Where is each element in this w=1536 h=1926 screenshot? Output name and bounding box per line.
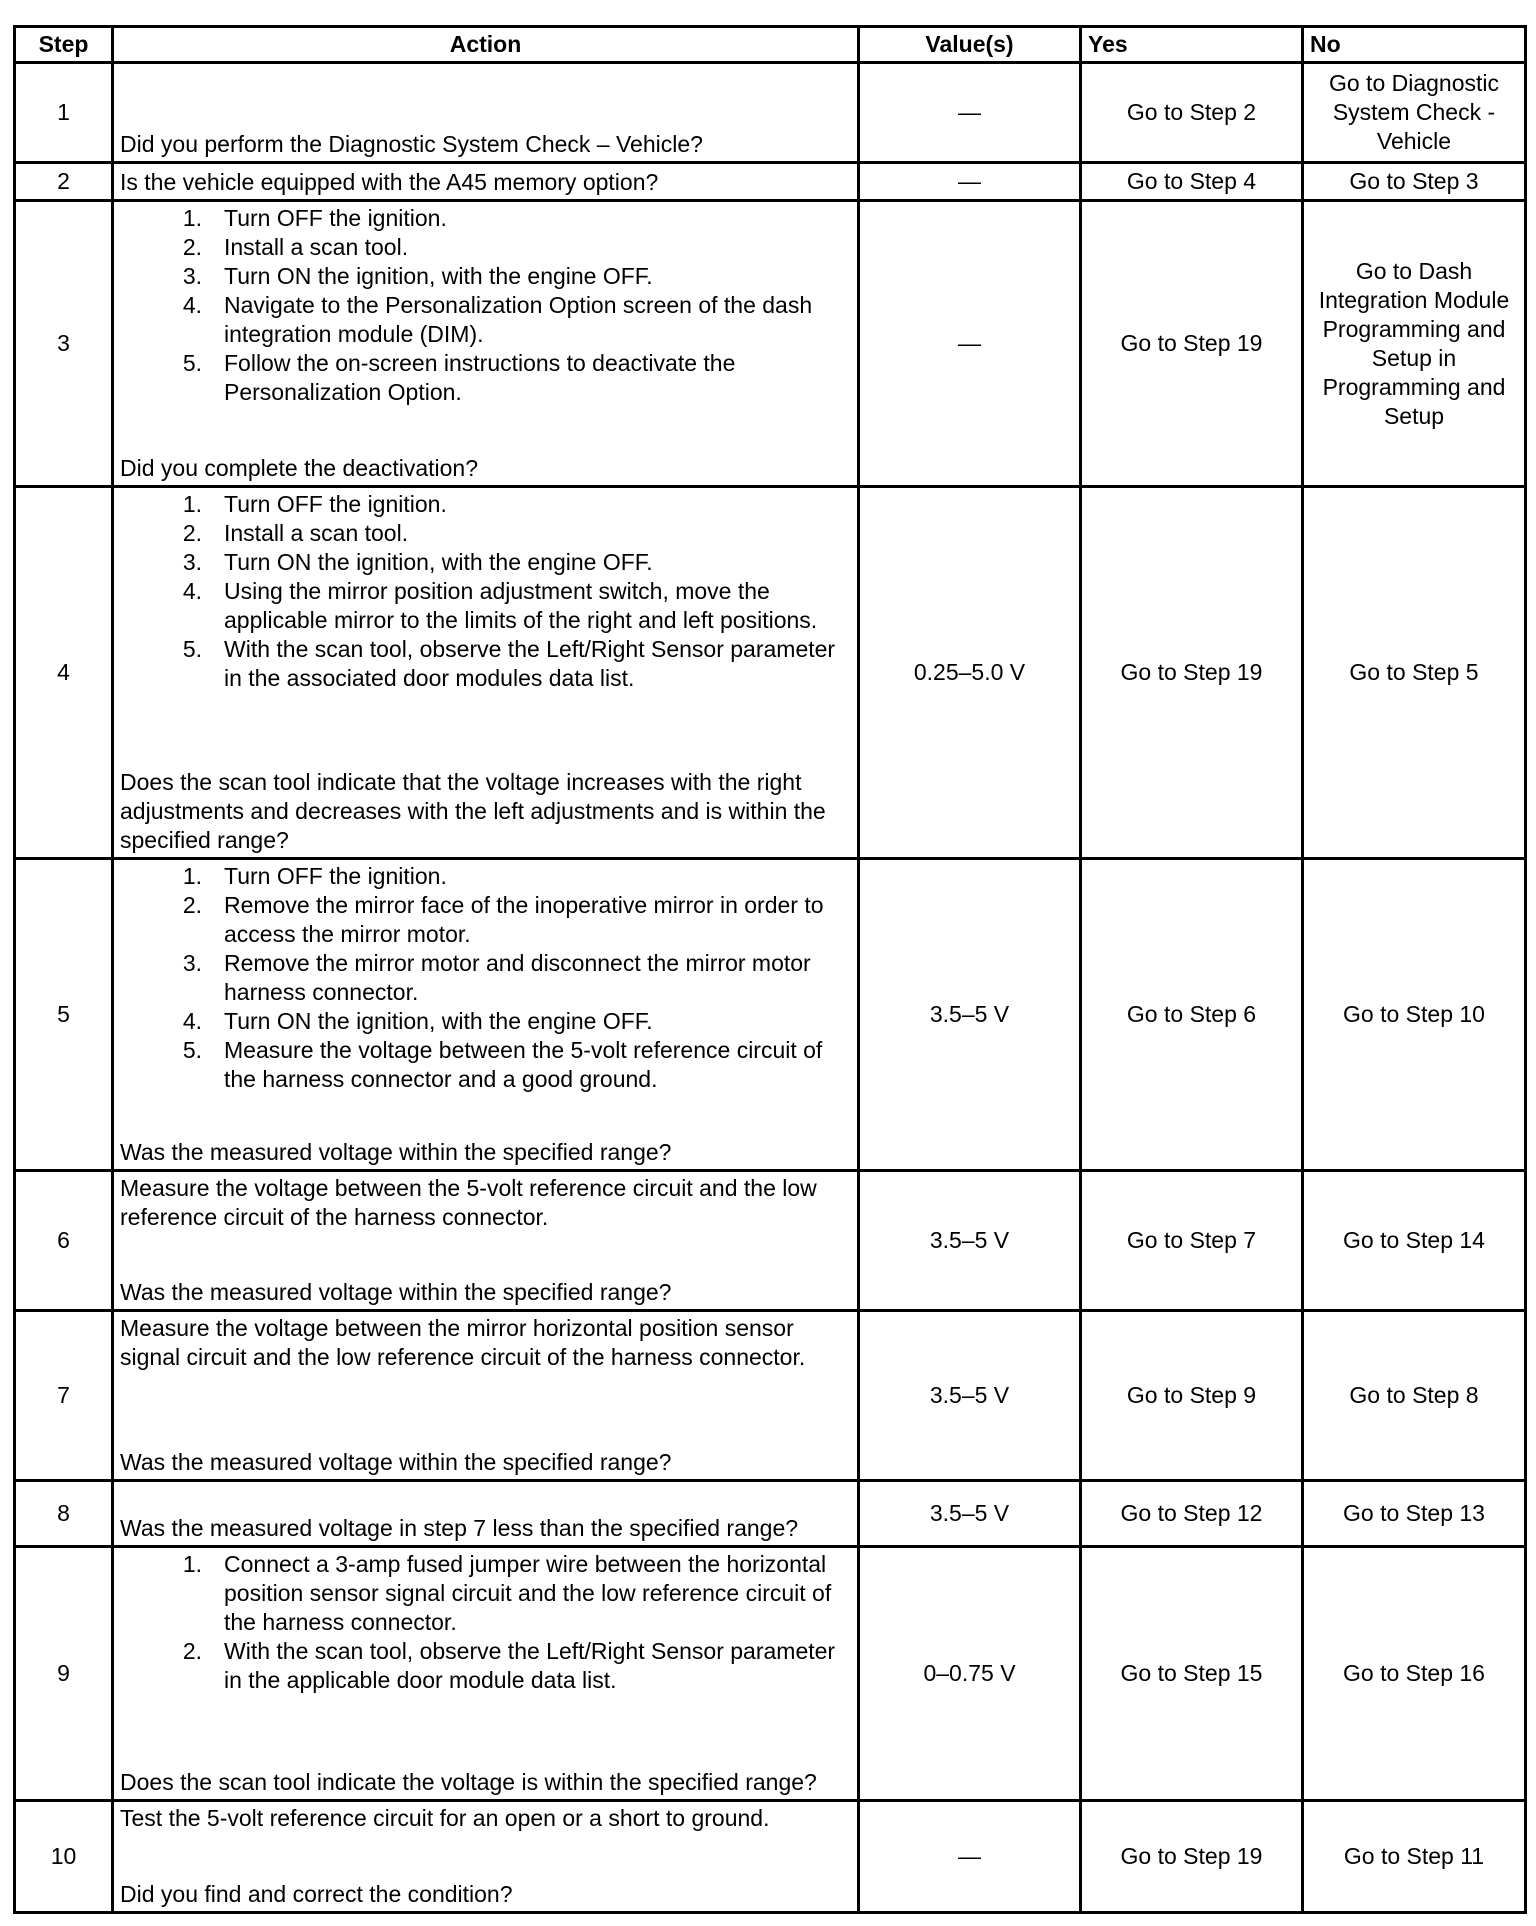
- yes-cell: Go to Step 7: [1081, 1171, 1303, 1311]
- no-cell: Go to Step 14: [1303, 1171, 1526, 1311]
- instruction-number: 1.: [182, 491, 202, 517]
- instruction-number: 5.: [182, 636, 202, 662]
- instruction-item: [120, 577, 851, 635]
- instruction-list: [120, 862, 851, 1094]
- instruction-item: [120, 490, 851, 519]
- instruction-text: Turn OFF the ignition.: [224, 491, 447, 517]
- action-question: Did you perform the Diagnostic System Check – Vehicle?: [120, 131, 703, 157]
- no-cell: Go to Dash Integration Module Programming and Setup in Programming and Setup: [1303, 201, 1526, 487]
- instruction-item: [120, 262, 851, 291]
- action-cell: [113, 1547, 859, 1801]
- value-cell: 3.5–5 V: [859, 1171, 1081, 1311]
- instruction-item: [120, 204, 851, 233]
- table-row: [15, 1311, 1526, 1481]
- no-cell: Go to Step 3: [1303, 163, 1526, 201]
- instruction-number: 5.: [182, 350, 202, 376]
- no-cell: Go to Step 11: [1303, 1801, 1526, 1913]
- instruction-item: [120, 1036, 851, 1094]
- instruction-text: Install a scan tool.: [224, 520, 409, 546]
- instruction-text: Turn ON the ignition, with the engine OFF.: [224, 549, 653, 575]
- action-cell: [113, 201, 859, 487]
- yes-cell: Go to Step 2: [1081, 63, 1303, 163]
- instruction-number: 4.: [182, 292, 202, 318]
- table-row: [15, 163, 1526, 201]
- no-cell: Go to Step 8: [1303, 1311, 1526, 1481]
- yes-cell: Go to Step 9: [1081, 1311, 1303, 1481]
- instruction-item: [120, 1550, 851, 1637]
- table-row: [15, 201, 1526, 487]
- table-row: [15, 1801, 1526, 1913]
- table-row: [15, 487, 1526, 859]
- action-cell: [113, 1801, 859, 1913]
- instruction-number: 3.: [182, 950, 202, 976]
- action-question: Did you find and correct the condition?: [120, 1881, 513, 1907]
- table-row: [15, 1547, 1526, 1801]
- yes-cell: Go to Step 19: [1081, 1801, 1303, 1913]
- action-question: Was the measured voltage in step 7 less than the specified range?: [120, 1515, 799, 1541]
- action-question: Is the vehicle equipped with the A45 memory option?: [120, 169, 659, 195]
- yes-cell: Go to Step 15: [1081, 1547, 1303, 1801]
- action-lead: Measure the voltage between the 5-volt reference circuit and the low reference circuit of the harness connector.: [120, 1175, 817, 1230]
- instruction-number: 2.: [182, 234, 202, 260]
- yes-cell: Go to Step 19: [1081, 201, 1303, 487]
- value-cell: 0.25–5.0 V: [859, 487, 1081, 859]
- table-row: [15, 1171, 1526, 1311]
- action-cell: [113, 63, 859, 163]
- instruction-number: 4.: [182, 578, 202, 604]
- no-cell: Go to Step 16: [1303, 1547, 1526, 1801]
- instruction-text: Remove the mirror motor and disconnect the mirror motor harness connector.: [224, 950, 811, 1005]
- action-cell: [113, 859, 859, 1171]
- instruction-text: Follow the on-screen instructions to deactivate the Personalization Option.: [224, 350, 736, 405]
- table-row: [15, 859, 1526, 1171]
- instruction-list: [120, 204, 851, 407]
- instruction-item: [120, 349, 851, 407]
- instruction-item: [120, 519, 851, 548]
- action-cell: [113, 1171, 859, 1311]
- step-number: 9: [15, 1547, 113, 1801]
- instruction-list: [120, 490, 851, 693]
- instruction-number: 1.: [182, 863, 202, 889]
- instruction-number: 1.: [182, 1551, 202, 1577]
- action-cell: [113, 487, 859, 859]
- instruction-number: 5.: [182, 1037, 202, 1063]
- step-number: 1: [15, 63, 113, 163]
- instruction-text: Using the mirror position adjustment switch, move the applicable mirror to the limits of the right and left positions.: [224, 578, 818, 633]
- value-cell: 3.5–5 V: [859, 1311, 1081, 1481]
- yes-cell: Go to Step 19: [1081, 487, 1303, 859]
- action-lead: Test the 5-volt reference circuit for an open or a short to ground.: [120, 1805, 770, 1831]
- header-action: Action: [113, 27, 859, 63]
- step-number: 2: [15, 163, 113, 201]
- diagnostic-table: [13, 25, 1527, 1914]
- step-number: 5: [15, 859, 113, 1171]
- value-cell: —: [859, 163, 1081, 201]
- action-question: Does the scan tool indicate that the voltage increases with the right adjustments and decreases with the left adjustments and is within the specified range?: [120, 769, 826, 853]
- step-number: 3: [15, 201, 113, 487]
- yes-cell: Go to Step 4: [1081, 163, 1303, 201]
- instruction-text: Install a scan tool.: [224, 234, 409, 260]
- instruction-text: Navigate to the Personalization Option screen of the dash integration module (DIM).: [224, 292, 813, 347]
- no-cell: Go to Step 10: [1303, 859, 1526, 1171]
- instruction-number: 2.: [182, 892, 202, 918]
- instruction-item: [120, 949, 851, 1007]
- yes-cell: Go to Step 12: [1081, 1481, 1303, 1547]
- action-cell: [113, 1481, 859, 1547]
- instruction-number: 2.: [182, 520, 202, 546]
- no-cell: Go to Step 13: [1303, 1481, 1526, 1547]
- action-question: Does the scan tool indicate the voltage is within the specified range?: [120, 1769, 817, 1795]
- table-row: [15, 1481, 1526, 1547]
- instruction-text: Turn ON the ignition, with the engine OFF.: [224, 1008, 653, 1034]
- value-cell: —: [859, 201, 1081, 487]
- step-number: 7: [15, 1311, 113, 1481]
- instruction-list: [120, 1550, 851, 1695]
- instruction-text: Remove the mirror face of the inoperative mirror in order to access the mirror motor.: [224, 892, 824, 947]
- value-cell: 3.5–5 V: [859, 1481, 1081, 1547]
- step-number: 10: [15, 1801, 113, 1913]
- instruction-item: [120, 635, 851, 693]
- instruction-item: [120, 291, 851, 349]
- yes-cell: Go to Step 6: [1081, 859, 1303, 1171]
- action-cell: [113, 163, 859, 201]
- no-cell: Go to Diagnostic System Check - Vehicle: [1303, 63, 1526, 163]
- value-cell: —: [859, 63, 1081, 163]
- header-values: Value(s): [859, 27, 1081, 63]
- instruction-item: [120, 1637, 851, 1695]
- header-row: [15, 27, 1526, 63]
- value-cell: 3.5–5 V: [859, 859, 1081, 1171]
- step-number: 4: [15, 487, 113, 859]
- instruction-number: 2.: [182, 1638, 202, 1664]
- instruction-item: [120, 891, 851, 949]
- instruction-text: Turn OFF the ignition.: [224, 205, 447, 231]
- instruction-text: Turn OFF the ignition.: [224, 863, 447, 889]
- table-row: [15, 63, 1526, 163]
- instruction-item: [120, 548, 851, 577]
- instruction-text: With the scan tool, observe the Left/Right Sensor parameter in the applicable door module data list.: [224, 1638, 836, 1693]
- instruction-number: 3.: [182, 263, 202, 289]
- action-lead: Measure the voltage between the mirror horizontal position sensor signal circuit and the low reference circuit of the harness connector.: [120, 1315, 806, 1370]
- value-cell: —: [859, 1801, 1081, 1913]
- instruction-item: [120, 862, 851, 891]
- action-question: Was the measured voltage within the specified range?: [120, 1279, 672, 1305]
- table-body: [15, 63, 1526, 1913]
- header-yes: Yes: [1081, 27, 1303, 63]
- step-number: 6: [15, 1171, 113, 1311]
- instruction-item: [120, 1007, 851, 1036]
- action-question: Did you complete the deactivation?: [120, 455, 478, 481]
- action-question: Was the measured voltage within the specified range?: [120, 1139, 672, 1165]
- header-no: No: [1303, 27, 1526, 63]
- header-step: Step: [15, 27, 113, 63]
- instruction-item: [120, 233, 851, 262]
- step-number: 8: [15, 1481, 113, 1547]
- action-question: Was the measured voltage within the specified range?: [120, 1449, 672, 1475]
- instruction-number: 3.: [182, 549, 202, 575]
- no-cell: Go to Step 5: [1303, 487, 1526, 859]
- instruction-number: 4.: [182, 1008, 202, 1034]
- action-cell: [113, 1311, 859, 1481]
- instruction-text: With the scan tool, observe the Left/Right Sensor parameter in the associated door modules data list.: [224, 636, 836, 691]
- instruction-text: Turn ON the ignition, with the engine OFF.: [224, 263, 653, 289]
- value-cell: 0–0.75 V: [859, 1547, 1081, 1801]
- instruction-text: Measure the voltage between the 5-volt reference circuit of the harness connector and a good ground.: [224, 1037, 823, 1092]
- instruction-number: 1.: [182, 205, 202, 231]
- instruction-text: Connect a 3-amp fused jumper wire between the horizontal position sensor signal circuit and the low reference circuit of the harness connector.: [224, 1551, 832, 1635]
